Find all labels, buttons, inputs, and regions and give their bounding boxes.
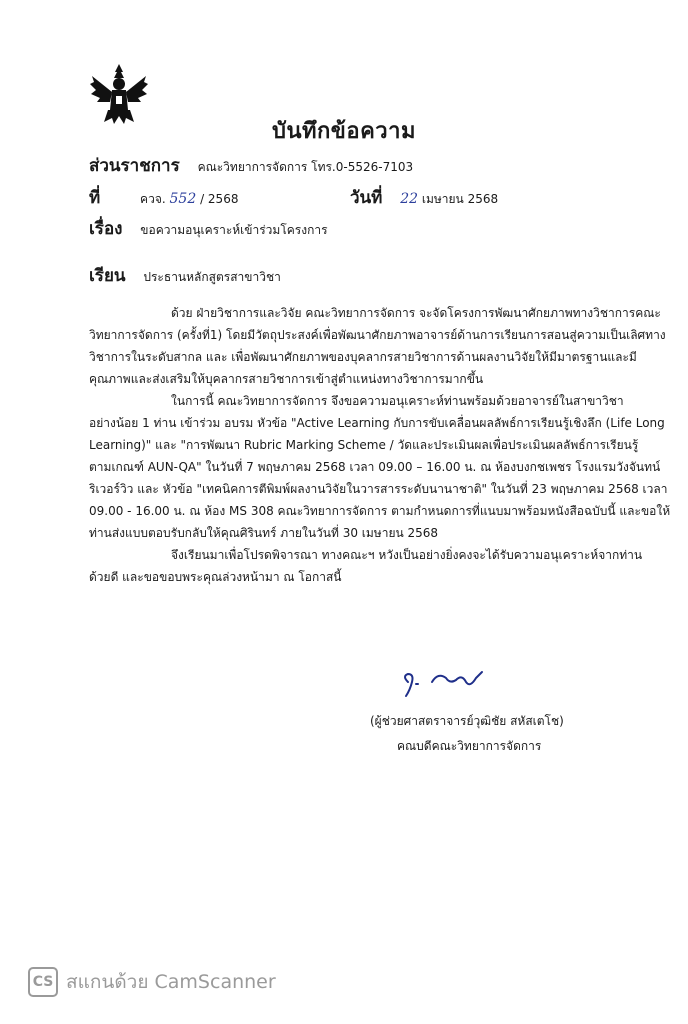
date-day: 22 — [400, 191, 419, 207]
body-line: วิชาการในระดับสากล และ เพื่อพัฒนาศักยภาพของบุคลากรสายวิชาการด้านผลงานวิจัยให้มีมาตรฐานและมี — [89, 350, 637, 364]
body-line: ริเวอร์วิว และ หัวข้อ "เทคนิคการตีพิมพ์ผลงานวิจัยในวารสารระดับนานาชาติ" ในวันที่ 23 พฤษภาคม 2568 เวลา — [89, 482, 668, 496]
signer-name: (ผู้ช่วยศาสตราจารย์วุฒิชัย สหัสเตโช) — [370, 714, 564, 728]
date-month-year: เมษายน 2568 — [421, 192, 499, 206]
handwritten-signature — [398, 668, 528, 698]
reference-row — [89, 184, 238, 211]
recipient-row — [89, 262, 281, 289]
body-line: ในการนี้ คณะวิทยาการจัดการ จึงขอความอนุเคราะห์ท่านพร้อมด้วยอาจารย์ในสาขาวิชา — [171, 394, 624, 408]
signer-position: คณบดีคณะวิทยาการจัดการ — [397, 739, 542, 753]
subject-value: ขอความอนุเคราะห์เข้าร่วมโครงการ — [140, 223, 328, 237]
body-line: 09.00 - 16.00 น. ณ ห้อง MS 308 คณะวิทยาการจัดการ ตามกำหนดการที่แนบมาพร้อมหนังสือฉบับนี้ และขอให้ — [89, 504, 671, 518]
body-line: ด้วยดี และขอขอบพระคุณล่วงหน้ามา ณ โอกาสนี้ — [89, 570, 342, 584]
body-line: ด้วย ฝ่ายวิชาการและวิจัย คณะวิทยาการจัดการ จะจัดโครงการพัฒนาศักยภาพทางวิชาการคณะ — [171, 306, 661, 320]
camscanner-logo-icon: CS — [28, 967, 58, 997]
department-value: คณะวิทยาการจัดการ โทร.0-5526-7103 — [197, 160, 414, 174]
department-row — [89, 152, 413, 179]
camscanner-watermark — [28, 967, 276, 997]
body-line: อย่างน้อย 1 ท่าน เข้าร่วม อบรม หัวข้อ "Active Learning กับการขับเคลื่อนผลลัพธ์การเรียนรู้เชิงลึก (Life Long — [89, 416, 665, 430]
recipient-value: ประธานหลักสูตรสาขาวิชา — [143, 270, 281, 284]
body-line: วิทยาการจัดการ (ครั้งที่1) โดยมีวัตถุประสงค์เพื่อพัฒนาศักยภาพอาจารย์ด้านการเรียนการสอนสู่ความเป็นเลิศทาง — [89, 328, 666, 342]
body-line: คุณภาพและส่งเสริมให้บุคลากรสายวิชาการเข้าสู่ตำแหน่งทางวิชาการมากขึ้น — [89, 372, 484, 386]
subject-label: เรื่อง — [89, 219, 123, 239]
reference-label: ที่ — [89, 188, 101, 208]
body-line: Learning)" และ "การพัฒนา Rubric Marking Scheme / วัดและประเมินผลเพื่อประเมินผลลัพธ์การเรียนรู้ — [89, 438, 639, 452]
date-row — [350, 184, 498, 211]
reference-suffix: / 2568 — [200, 192, 239, 206]
body-line: ท่านส่งแบบตอบรับกลับให้คุณศิรินทร์ ภายในวันที่ 30 เมษายน 2568 — [89, 526, 439, 540]
reference-number: 552 — [169, 191, 197, 207]
letter-body — [89, 302, 671, 588]
body-line: จึงเรียนมาเพื่อโปรดพิจารณา ทางคณะฯ หวังเป็นอย่างยิ่งคงจะได้รับความอนุเคราะห์จากท่าน — [171, 548, 643, 562]
watermark-text: สแกนด้วย CamScanner — [66, 971, 276, 993]
document-title: บันทึกข้อความ — [271, 119, 416, 144]
date-label: วันที่ — [350, 188, 383, 208]
reference-prefix: ควจ. — [140, 192, 166, 206]
recipient-label: เรียน — [89, 266, 126, 286]
subject-row — [89, 215, 328, 242]
department-label: ส่วนราชการ — [89, 156, 180, 176]
body-line: ตามเกณฑ์ AUN-QA" ในวันที่ 7 พฤษภาคม 2568 เวลา 09.00 – 16.00 น. ณ ห้องบงกชเพชร โรงแรมวังจันทน์ — [89, 460, 661, 474]
